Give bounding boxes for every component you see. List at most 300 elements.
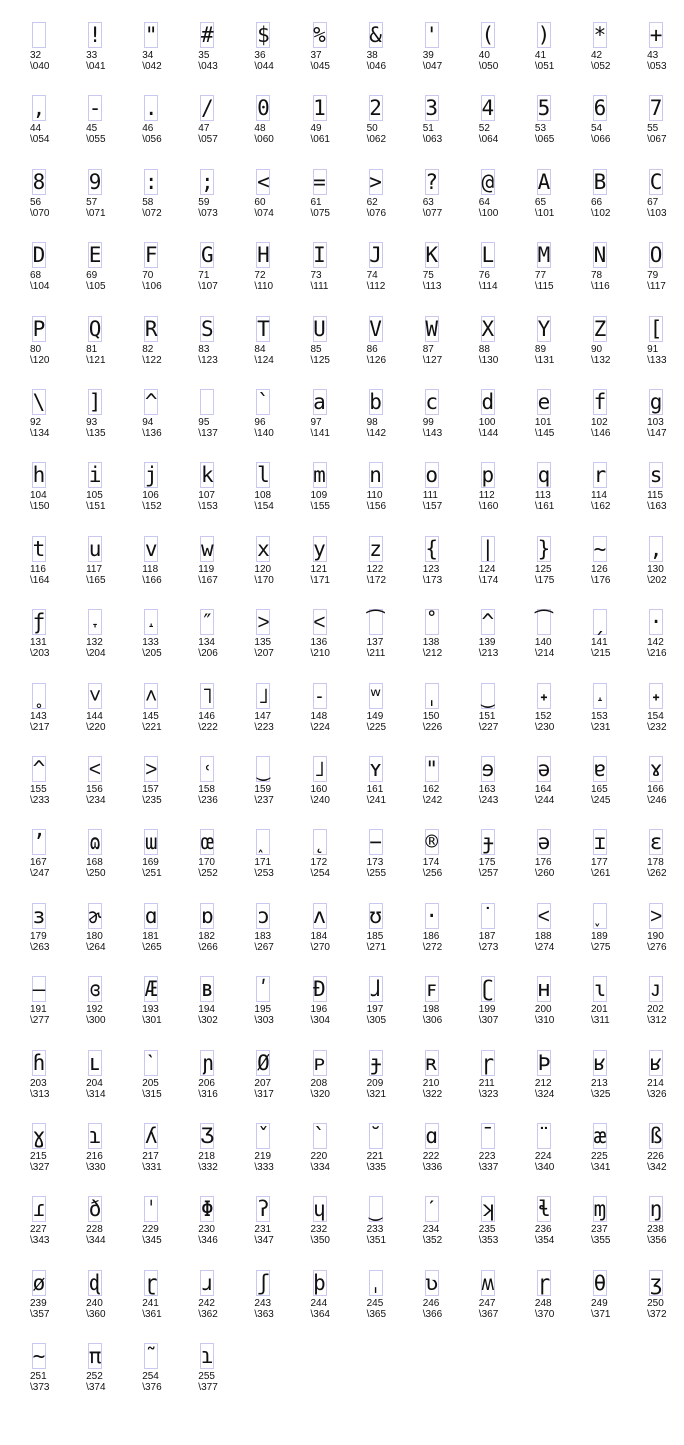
glyph-char: $ <box>257 23 270 47</box>
decimal-code: 138 <box>422 637 440 649</box>
glyph-cell <box>533 462 585 530</box>
decimal-code: 167 <box>30 857 47 869</box>
decimal-code: 54 <box>591 123 603 135</box>
decimal-code: 214 <box>647 1077 664 1089</box>
glyph-char: ꜰ <box>426 977 437 1002</box>
octal-code: \174 <box>478 574 499 586</box>
decimal-code: 201 <box>591 1004 608 1016</box>
octal-code: \133 <box>647 354 667 366</box>
decimal-code: 83 <box>198 343 210 355</box>
decimal-code: 148 <box>310 710 328 722</box>
decimal-code: 194 <box>198 1004 215 1016</box>
decimal-code: 114 <box>591 490 607 502</box>
glyph-cell <box>196 462 248 530</box>
glyph-char: ˃ <box>649 903 663 928</box>
glyph-cell <box>84 22 136 90</box>
glyph-char: ˄ <box>144 683 158 708</box>
octal-code: \346 <box>198 1235 218 1247</box>
octal-code: \047 <box>422 61 443 72</box>
decimal-code: 143 <box>30 710 47 722</box>
octal-code: \100 <box>478 207 499 219</box>
octal-code: \374 <box>86 1382 106 1394</box>
glyph-char: M <box>537 243 551 268</box>
decimal-code: 247 <box>478 1297 496 1309</box>
octal-code: \114 <box>478 281 498 293</box>
octal-code: \302 <box>198 1015 218 1027</box>
glyph-char: Æ <box>144 977 158 1002</box>
glyph-cell <box>477 683 529 751</box>
decimal-code: 72 <box>254 270 266 282</box>
glyph-char: ˩ <box>257 683 270 708</box>
glyph-cell <box>589 903 641 971</box>
glyph-cell <box>589 169 641 237</box>
decimal-code: 44 <box>30 123 42 135</box>
decimal-code: 211 <box>478 1077 495 1089</box>
glyph-cell <box>140 829 192 897</box>
octal-code: \127 <box>422 354 443 366</box>
octal-code: \245 <box>591 795 611 806</box>
octal-code: \157 <box>422 501 443 513</box>
glyph-char: ¨ <box>537 1124 551 1148</box>
glyph-char: ® <box>425 830 439 855</box>
glyph-char: T <box>257 316 270 341</box>
decimal-code: 204 <box>86 1077 103 1089</box>
octal-code: \310 <box>534 1015 555 1027</box>
octal-code: \137 <box>198 428 218 439</box>
decimal-code: 168 <box>86 857 103 869</box>
decimal-code: 213 <box>591 1077 608 1089</box>
decimal-code: 105 <box>86 490 103 502</box>
decimal-code: 48 <box>254 123 266 135</box>
glyph-char: − <box>369 830 382 855</box>
octal-code: \063 <box>422 134 443 146</box>
glyph-cell <box>421 22 473 90</box>
octal-code: \276 <box>647 941 667 953</box>
decimal-code: 157 <box>142 784 159 795</box>
glyph-cell <box>84 462 136 530</box>
glyph-cell <box>477 756 529 824</box>
octal-code: \236 <box>198 795 218 806</box>
glyph-char: ˕ <box>88 610 102 635</box>
octal-code: \376 <box>142 1382 162 1394</box>
octal-code: \372 <box>647 1308 667 1320</box>
glyph-cell <box>477 1123 529 1191</box>
decimal-code: 80 <box>30 343 42 355</box>
glyph-char: > <box>369 169 382 194</box>
glyph-char: ˗ <box>313 683 326 708</box>
glyph-cell <box>252 389 304 457</box>
octal-code: \066 <box>591 134 611 146</box>
glyph-cell <box>589 389 641 457</box>
decimal-code: 99 <box>422 417 434 428</box>
glyph-cell <box>28 683 80 751</box>
decimal-code: 50 <box>366 123 378 135</box>
glyph-cell <box>252 756 304 824</box>
decimal-code: 89 <box>534 343 547 355</box>
glyph-char: π <box>88 1344 102 1369</box>
glyph-cell <box>589 95 641 163</box>
octal-code: \274 <box>534 941 555 953</box>
glyph-char: ɑ <box>144 903 158 928</box>
octal-code: \057 <box>198 134 218 146</box>
glyph-cell <box>533 756 585 824</box>
glyph-cell <box>309 683 361 751</box>
glyph-cell <box>28 1123 80 1191</box>
decimal-code: 46 <box>142 123 154 135</box>
glyph-char: æ <box>593 1124 607 1148</box>
decimal-code: 69 <box>86 270 98 282</box>
glyph-char: · <box>425 903 439 928</box>
octal-code: \257 <box>478 868 499 880</box>
octal-code: \227 <box>478 721 499 733</box>
octal-code: \272 <box>422 941 443 953</box>
octal-code: \112 <box>366 281 386 293</box>
octal-code: \154 <box>254 501 274 513</box>
decimal-code: 219 <box>254 1151 272 1162</box>
glyph-cell <box>365 1123 417 1191</box>
glyph-char: b <box>369 390 382 414</box>
decimal-code: 234 <box>422 1224 440 1236</box>
glyph-cell <box>28 462 80 530</box>
decimal-code: 119 <box>198 563 215 575</box>
glyph-char: N <box>593 243 607 268</box>
octal-code: \356 <box>647 1235 667 1247</box>
glyph-char: ⁀ <box>535 610 553 635</box>
decimal-code: 37 <box>310 50 322 61</box>
glyph-cell <box>477 242 529 310</box>
decimal-code: 189 <box>591 930 608 942</box>
decimal-code: 115 <box>647 490 664 502</box>
decimal-code: 67 <box>647 196 659 208</box>
glyph-cell <box>196 1270 248 1338</box>
decimal-code: 88 <box>478 343 490 355</box>
octal-code: \136 <box>142 428 162 439</box>
glyph-cell <box>533 609 585 677</box>
octal-code: \367 <box>478 1308 499 1320</box>
decimal-code: 197 <box>366 1004 384 1016</box>
decimal-code: 179 <box>30 930 47 942</box>
decimal-code: 90 <box>591 343 603 355</box>
octal-code: \156 <box>366 501 387 513</box>
octal-code: \253 <box>254 868 274 880</box>
octal-code: \232 <box>647 721 667 733</box>
decimal-code: 226 <box>647 1151 664 1162</box>
glyph-char: X <box>481 316 495 341</box>
octal-code: \222 <box>198 721 218 733</box>
decimal-code: 91 <box>647 343 659 355</box>
glyph-char: ɜ <box>32 903 46 928</box>
decimal-code: 47 <box>198 123 210 135</box>
octal-code: \123 <box>198 354 218 366</box>
decimal-code: 198 <box>422 1004 440 1016</box>
octal-code: \360 <box>86 1308 106 1320</box>
glyph-cell <box>252 316 304 384</box>
decimal-code: 222 <box>422 1151 440 1162</box>
glyph-cell <box>365 683 417 751</box>
decimal-code: 106 <box>142 490 159 502</box>
glyph-char: ƒ <box>32 610 46 635</box>
glyph-cell <box>309 242 361 310</box>
glyph-cell <box>645 95 684 163</box>
glyph-char: ɞ <box>88 977 102 1002</box>
glyph-char: m <box>313 463 326 488</box>
glyph-cell <box>140 95 192 163</box>
octal-code: \051 <box>534 61 555 72</box>
glyph-cell <box>421 95 473 163</box>
glyph-cell <box>421 829 473 897</box>
glyph-cell <box>309 95 361 163</box>
glyph-char: & <box>369 23 382 47</box>
glyph-cell <box>140 389 192 457</box>
octal-code: \275 <box>591 941 611 953</box>
glyph-cell <box>309 829 361 897</box>
decimal-code: 103 <box>647 417 664 428</box>
decimal-code: 150 <box>422 710 440 722</box>
glyph-cell <box>645 683 684 751</box>
decimal-code: 184 <box>310 930 328 942</box>
octal-code: \167 <box>198 574 218 586</box>
octal-code: \315 <box>142 1088 162 1100</box>
glyph-char: ( <box>481 23 495 47</box>
octal-code: \121 <box>86 354 106 366</box>
glyph-char: ʒ <box>649 1270 663 1295</box>
octal-code: \311 <box>591 1015 610 1027</box>
glyph-cell <box>196 609 248 677</box>
octal-code: \341 <box>591 1162 611 1173</box>
decimal-code: 245 <box>366 1297 384 1309</box>
octal-code: \150 <box>30 501 50 513</box>
decimal-code: 92 <box>30 417 42 428</box>
glyph-char: ‿ <box>481 683 495 708</box>
decimal-code: 122 <box>366 563 384 575</box>
glyph-char: ʊ <box>369 903 382 928</box>
glyph-char: ə <box>537 830 551 855</box>
decimal-code: 206 <box>198 1077 215 1089</box>
glyph-char: @ <box>481 169 495 194</box>
glyph-cell <box>421 976 473 1044</box>
glyph-cell <box>84 242 136 310</box>
glyph-char: ˔ <box>144 610 158 635</box>
octal-code: \076 <box>366 207 387 219</box>
octal-code: \313 <box>30 1088 50 1100</box>
octal-code: \075 <box>310 207 330 219</box>
octal-code: \246 <box>647 795 667 806</box>
octal-code: \213 <box>478 648 499 660</box>
octal-code: \117 <box>647 281 666 293</box>
glyph-cell <box>477 95 529 163</box>
octal-code: \221 <box>142 721 162 733</box>
glyph-char: y <box>313 536 326 561</box>
glyph-cell <box>365 22 417 90</box>
octal-code: \115 <box>534 281 554 293</box>
glyph-cell <box>28 316 80 384</box>
octal-code: \267 <box>254 941 274 953</box>
glyph-char: 8 <box>32 169 46 194</box>
decimal-code: 116 <box>30 563 46 575</box>
glyph-cell <box>533 976 585 1044</box>
glyph-cell <box>252 1123 304 1191</box>
decimal-code: 185 <box>366 930 384 942</box>
glyph-char: ˜ <box>144 1344 158 1369</box>
decimal-code: 188 <box>534 930 552 942</box>
decimal-code: 230 <box>198 1224 215 1236</box>
glyph-char: Ʒ <box>200 1124 214 1148</box>
glyph-char: W <box>425 316 439 341</box>
decimal-code: 96 <box>254 417 266 428</box>
octal-code: \217 <box>30 721 50 733</box>
glyph-cell <box>589 1196 641 1264</box>
decimal-code: 217 <box>142 1151 159 1162</box>
glyph-cell <box>477 1196 529 1264</box>
decimal-code: 40 <box>478 50 490 61</box>
decimal-code: 221 <box>366 1151 384 1162</box>
glyph-char: ɹ <box>200 1270 214 1295</box>
glyph-cell <box>84 903 136 971</box>
decimal-code: 175 <box>478 857 496 869</box>
glyph-cell <box>477 536 529 604</box>
glyph-cell <box>645 242 684 310</box>
glyph-cell <box>309 1050 361 1118</box>
glyph-cell <box>421 169 473 237</box>
glyph-char: ˂ <box>537 903 551 928</box>
decimal-code: 145 <box>142 710 159 722</box>
glyph-char: 0 <box>257 96 270 121</box>
glyph-cell <box>84 609 136 677</box>
glyph-char: ˂ <box>313 610 326 635</box>
octal-code: \210 <box>310 648 330 660</box>
glyph-char: Z <box>593 316 607 341</box>
glyph-char: ɿ <box>200 1344 214 1369</box>
glyph-char <box>196 387 218 417</box>
octal-code: \062 <box>366 134 387 146</box>
glyph-cell <box>196 683 248 751</box>
glyph-cell <box>365 1196 417 1264</box>
glyph-cell <box>252 1050 304 1118</box>
octal-code: \314 <box>86 1088 106 1100</box>
decimal-code: 216 <box>86 1151 103 1162</box>
glyph-char: ɔ <box>257 903 270 928</box>
glyph-cell <box>309 316 361 384</box>
glyph-char: ' <box>425 23 439 47</box>
decimal-code: 181 <box>142 930 159 942</box>
glyph-char: i <box>88 463 102 488</box>
decimal-code: 52 <box>478 123 490 135</box>
glyph-cell <box>589 22 641 90</box>
octal-code: \215 <box>591 648 611 660</box>
octal-code: \351 <box>366 1235 387 1247</box>
glyph-char: ` <box>313 1124 326 1148</box>
decimal-code: 251 <box>30 1371 47 1383</box>
decimal-code: 112 <box>478 490 495 502</box>
decimal-code: 57 <box>86 196 98 208</box>
octal-code: \102 <box>591 207 611 219</box>
glyph-char: ˊ <box>425 1197 438 1222</box>
decimal-code: 240 <box>86 1297 103 1309</box>
glyph-char: ɲ <box>200 1050 214 1075</box>
glyph-char: F <box>144 243 158 268</box>
glyph-cell <box>196 242 248 310</box>
glyph-char: ˔ <box>593 683 607 708</box>
octal-code: \241 <box>366 795 387 806</box>
octal-code: \175 <box>534 574 555 586</box>
glyph-cell <box>421 1196 473 1264</box>
decimal-code: 35 <box>198 50 210 61</box>
glyph-cell <box>645 169 684 237</box>
octal-code: \277 <box>30 1015 50 1027</box>
decimal-code: 187 <box>478 930 496 942</box>
octal-code: \250 <box>86 868 106 880</box>
octal-code: \223 <box>254 721 274 733</box>
decimal-code: 160 <box>310 784 328 795</box>
glyph-cell <box>196 316 248 384</box>
glyph-char: J <box>369 243 382 268</box>
glyph-cell <box>140 316 192 384</box>
glyph-char: ˂ <box>88 757 102 781</box>
octal-code: \235 <box>142 795 162 806</box>
octal-code: \240 <box>310 795 330 806</box>
decimal-code: 212 <box>534 1077 552 1089</box>
glyph-char: S <box>200 316 214 341</box>
decimal-code: 131 <box>30 637 47 649</box>
glyph-cell <box>28 829 80 897</box>
glyph-char: ɤ <box>649 757 663 781</box>
glyph-char: ɱ <box>593 1197 607 1222</box>
glyph-cell <box>196 829 248 897</box>
decimal-code: 147 <box>254 710 272 722</box>
glyph-cell <box>645 829 684 897</box>
glyph-char: ʁ <box>593 1050 607 1075</box>
decimal-code: 118 <box>142 563 159 575</box>
glyph-cell <box>28 1270 80 1338</box>
glyph-cell <box>84 536 136 604</box>
glyph-char: ˏ <box>593 610 607 635</box>
glyph-cell <box>645 462 684 530</box>
glyph-char: u <box>88 536 102 561</box>
octal-code: \134 <box>30 428 50 439</box>
glyph-cell <box>309 609 361 677</box>
glyph-char: ˌ <box>425 683 439 708</box>
glyph-cell <box>196 1050 248 1118</box>
glyph-cell <box>421 903 473 971</box>
glyph-cell <box>477 169 529 237</box>
glyph-cell <box>140 1050 192 1118</box>
glyph-char: t <box>32 536 46 561</box>
glyph-cell <box>645 756 684 824</box>
glyph-cell <box>196 536 248 604</box>
decimal-code: 238 <box>647 1224 664 1236</box>
decimal-code: 49 <box>310 123 322 135</box>
glyph-cell <box>589 316 641 384</box>
decimal-code: 153 <box>591 710 608 722</box>
octal-code: \332 <box>198 1162 218 1173</box>
glyph-char: ɩ <box>593 977 607 1002</box>
decimal-code: 62 <box>366 196 378 208</box>
decimal-code: 77 <box>534 270 547 282</box>
glyph-cell <box>84 756 136 824</box>
glyph-cell <box>477 1270 529 1338</box>
decimal-code: 38 <box>366 50 378 61</box>
octal-code: \357 <box>30 1308 50 1320</box>
glyph-cell <box>28 756 80 824</box>
octal-code: \344 <box>86 1235 106 1247</box>
glyph-cell <box>309 462 361 530</box>
glyph-char: ˥ <box>200 683 214 708</box>
glyph-char: ʼ <box>32 830 46 855</box>
glyph-char: ` <box>257 390 270 414</box>
octal-code: \044 <box>254 61 274 72</box>
octal-code: \256 <box>422 868 443 880</box>
decimal-code: 65 <box>534 196 547 208</box>
